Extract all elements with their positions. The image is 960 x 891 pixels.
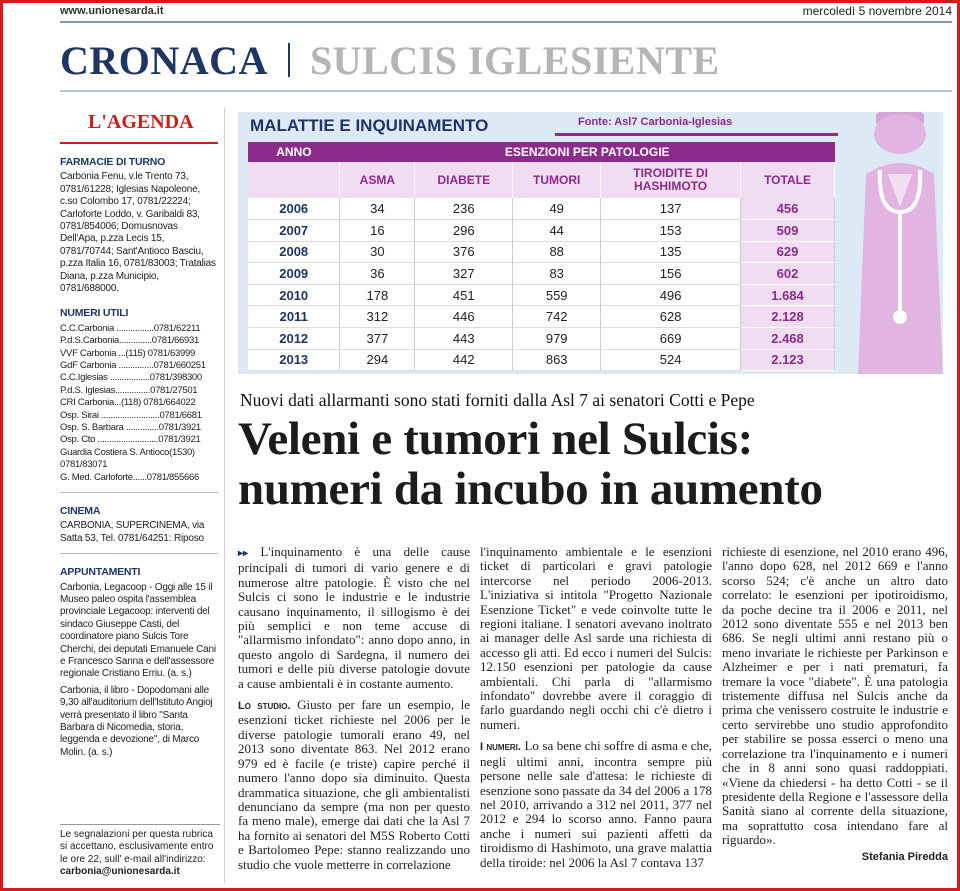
cinema-text: CARBONIA, SUPERCINEMA, via Satta 53, Tel. 0781/64251: Riposo [60,520,205,544]
table-row [248,284,835,306]
agenda-title: L'AGENDA [88,111,194,133]
numero-utile: P.d.S. Iglesias...............0781/27501 [60,384,198,396]
infographic-title: MALATTIE E INQUINAMENTO [250,116,489,135]
paragraph-numeri: richieste di esenzione, nel 2010 erano 496, l'anno dopo 628, nel 2012 669 e l'anno scorso 524; c'è anche un altro dato correlato: le esenzioni per ipotiroidismo, da poche decine tra il 2006 e 2011, nel 2012 sono diventate 555 e nel 2013 ben 686. Se negli ultimi anni restano più o meno invariate le richieste per Parkinson e Alzheimer e per i nati prematuri, fa tremare la voce "diabete". È una patologia tristemente diffusa nel Sulcis anche da prima che venissero costruite le industrie e certo servirebbe uno studio approfondito per stabilire se possa esserci o meno una correlazione tra l'inquinamento e i numeri che in 8 anni sono quasi raddoppiati. «Viene da chiedersi - ha detto Cotti - se il presidente della Regione e l'assessore della Sanità siano al corrente della situazione, ma soprattutto cosa intendano fare al riguardo». [722,544,948,848]
author-byline: Stefania Piredda [861,850,948,863]
total-cell: 509 [741,220,835,242]
value-cell: 442 [415,349,513,371]
numero-utile: Osp. Sirai .........................0781/6681 [60,409,202,421]
value-cell: 83 [513,263,601,285]
paragraph-studio-continued: l'inquinamento ambientale e le esenzioni ticket di particolari e gravi patologie intercorse nel periodo 2006-2013. L'iniziativa si intitola "Progetto Nazionale Esenzione Ticket" e vede coinvolte tutte le regioni italiane. I senatori avevano inoltrato ai manager delle Asl sarde una richiesta di accesso gli atti. Ed ecco i numeri del Sulcis: 12.150 esenzioni per patologie da cause ambientali. Chi parla di "allarmismo infondato" dovrebbe avere il coraggio di farlo guardando negli occhi chi c'è dietro i numeri. [480,544,712,732]
lead-studio: Lo studio. [238,700,291,713]
blank-cell [248,162,340,198]
numero-utile: G. Med. Carloforte......0781/855666 [60,471,199,483]
article-column-1 [238,545,470,872]
headline-line-2: numeri da incubo in aumento [238,463,823,515]
col-header: DIABETE [415,162,513,198]
value-cell: 44 [513,220,601,242]
value-cell: 446 [415,306,513,328]
year-cell: 2009 [248,263,340,285]
col-group-header: ESENZIONI PER PATOLOGIE [340,142,835,162]
year-cell: 2008 [248,241,340,263]
table-body [248,198,835,371]
total-cell: 602 [741,263,835,285]
value-cell: 863 [513,349,601,371]
headline-line-1: Veleni e tumori nel Sulcis: [238,413,753,465]
numero-utile: GdF Carbonia ...............0781/660251 [60,360,206,372]
value-cell: 88 [513,241,601,263]
section-header [60,36,720,84]
paragraph-numeri-part: Lo sa bene chi soffre di asma e che, negli ultimi anni, incontra sempre più persone nelle sale d'attesa: le richieste di esenzione sono passate da 34 del 2006 a 178 nel 2010, arrivando a 312 nel 2011, 377 nel 2012 e 294 lo scorso anno. Fanno paura anche i numeri sui pazienti affetti da tiroidismo di Hashimoto, una grave malattia della tiroide: nel 2006 la Asl 7 contava 137 [480,738,713,870]
total-cell: 2.128 [741,306,835,328]
paragraph-studio: Giusto per fare un esempio, le esenzioni ticket richieste nel 2006 per le diverse patologie tumorali erano 49, nel 2013 sono diventate 863. Nel 2012 erano 979 ed è facile (e triste) capire perché il numero l'anno dopo sia diminuito. Questa drammatica situazione, che gli ambientalisti denunciano da sempre (ma non per questo fa meno male), emerge dai dati che la Asl 7 ha fornito ai senatori del M5S Roberto Cotti e Bartolomeo Pepe: stanno realizzando uno studio che vuole metterre in correlazione [238,697,471,872]
year-cell: 2010 [248,284,340,306]
table-header-row [248,142,835,162]
numero-utile: CRI Carbonia...(118) 0781/664022 [60,397,196,409]
contact-email[interactable]: carbonia@unionesarda.it [60,866,180,878]
value-cell: 156 [601,263,741,285]
sidebar-divider [60,553,218,554]
doctor-stethoscope-icon [848,112,943,374]
value-cell: 377 [340,328,415,350]
numero-utile: C.C.Carbonia ................0781/62211 [60,322,201,334]
total-cell: 629 [741,241,835,263]
value-cell: 451 [415,284,513,306]
appuntamenti-heading: APPUNTAMENTI [60,566,141,579]
numero-utile: Osp. S. Barbara ..............0781/3921 [60,422,201,433]
value-cell: 236 [415,198,513,220]
col-header: TIROIDITE DI HASHIMOTO [601,162,741,198]
article-column-3 [722,545,948,864]
disease-infographic [238,112,943,374]
source-underline [555,133,838,136]
value-cell: 34 [340,198,415,220]
cinema-heading: CINEMA [60,504,101,517]
value-cell: 628 [601,306,741,328]
value-cell: 559 [513,284,601,306]
value-cell: 376 [415,241,513,263]
agenda-footer [60,824,220,879]
value-cell: 135 [601,241,741,263]
total-cell: 456 [741,198,835,220]
section-subtitle: SULCIS IGLESIENTE [309,37,720,83]
year-cell: 2013 [248,349,340,371]
total-cell: 2.123 [741,349,835,371]
table-row [248,306,835,328]
value-cell: 312 [340,306,415,328]
table-row [248,263,835,285]
numero-utile: Osp. Cto ..........................0781/3921 [60,434,201,446]
year-cell: 2012 [248,328,340,350]
section-separator [288,43,290,77]
value-cell: 443 [415,328,513,350]
value-cell: 524 [601,349,741,371]
value-cell: 742 [513,306,601,328]
sidebar-divider [60,492,218,493]
table-row [248,349,835,371]
numero-utile: C.C.Iglesias .................0781/398300 [60,372,202,384]
col-header: ASMA [340,162,415,198]
col-header: TOTALE [741,162,835,198]
farmacie-text: Carbonia Fenu, v.le Trento 73, 0781/61228; Iglesias Napoleone, c.so Colombo 17, 0781/22224; Carloforte Loddo, v. Garibaldi 83, 0781/854006; Domusnovas Dell'Apa, p.zza Lecis 15, 0781/70744; Sant'Antioco Basciu, p.zza Italia 16, 0781/83003; Tratalias Diana, p.zza Municipio, 0781/688000. [60,171,216,295]
appuntamento-libro: Carbonia, il libro - Dopodomani alle 9,30 all'auditorium dell'Istituto Angioj verrà presentato il libro "Santa Barbara di Nicomedia, storia, leggenda e devozione", di Marco Molin. (a. s.) [60,684,213,758]
value-cell: 496 [601,284,741,306]
article-column-2 [480,545,712,870]
col-year-header: ANNO [248,142,340,162]
numeri-heading: NUMERI UTILI [60,307,129,320]
value-cell: 49 [513,198,601,220]
value-cell: 30 [340,241,415,263]
appuntamento-legacoop: Carbonia, Legacoop - Oggi alle 15 il Museo paleo ospita l'assemblea provinciale Legacoop: interventi del sindaco Giuseppe Casti, del coordinatore piano Sulcis Tore Cherchi, dei deputati Emanuele Cani e Francesco Sanna e dell'assessore regionale Cristiano Erriu. (a. s.) [60,581,216,680]
article-kicker: Nuovi dati allarmanti sono stati forniti dalla Asl 7 ai senatori Cotti e Pepe [240,390,755,410]
site-url[interactable]: www.unionesarda.it [60,5,164,17]
year-cell: 2011 [248,306,340,328]
numeri-list [60,323,218,484]
exemptions-table [248,142,835,371]
value-cell: 327 [415,263,513,285]
infographic-source: Fonte: Asl7 Carbonia-Iglesias [578,116,733,128]
value-cell: 296 [415,220,513,242]
value-cell: 294 [340,349,415,371]
value-cell: 36 [340,263,415,285]
table-row [248,220,835,242]
numero-utile: P.d.S.Carbonia..............0781/66931 [60,335,199,347]
farmacie-heading: FARMACIE DI TURNO [60,156,166,168]
table-subheader-row [248,162,835,198]
section-title: CRONACA [60,37,268,83]
arrow-icon: ▸▸ [238,548,249,559]
numero-utile: 0781/83071 [60,459,108,471]
total-cell: 2.468 [741,328,835,350]
top-bar [60,4,952,20]
table-row [248,198,835,220]
col-header: TUMORI [513,162,601,198]
numero-utile: VVF Carbonia ...(115) 0781/63999 [60,347,195,359]
article-headline [238,414,948,514]
value-cell: 16 [340,220,415,242]
agenda-sidebar [60,108,225,883]
value-cell: 979 [513,328,601,350]
header-divider [60,90,952,92]
top-divider [60,21,952,23]
numero-utile: Guardia Costiera S. Antioco(1530) [60,446,195,458]
value-cell: 178 [340,284,415,306]
year-cell: 2007 [248,220,340,242]
total-cell: 1.684 [741,284,835,306]
year-cell: 2006 [248,198,340,220]
paragraph-intro: L'inquinamento è una delle cause principali di tumori di vario genere e di numerose altre patologie. È visto che nel Sulcis ci sono le industrie e le industrie causano inquinamento, il sillogismo è dei più semplici e non teme accuse di "allarmismo infondato": anno dopo anno, in questo angolo di Sardegna, il numero dei tumori e delle più diverse patologie dovute a cause ambientali è in costante aumento. [238,544,471,691]
table-row [248,241,835,263]
value-cell: 137 [601,198,741,220]
value-cell: 153 [601,220,741,242]
issue-date: mercoledì 5 novembre 2014 [802,4,952,18]
lead-numeri: I numeri. [480,741,521,754]
table-row [248,328,835,350]
value-cell: 669 [601,328,741,350]
footer-text: Le segnalazioni per questa rubrica si accettano, esclusivamente entro le ore 22, sull' e-mail all'indirizzo: [60,829,214,865]
agenda-rule [60,142,218,144]
